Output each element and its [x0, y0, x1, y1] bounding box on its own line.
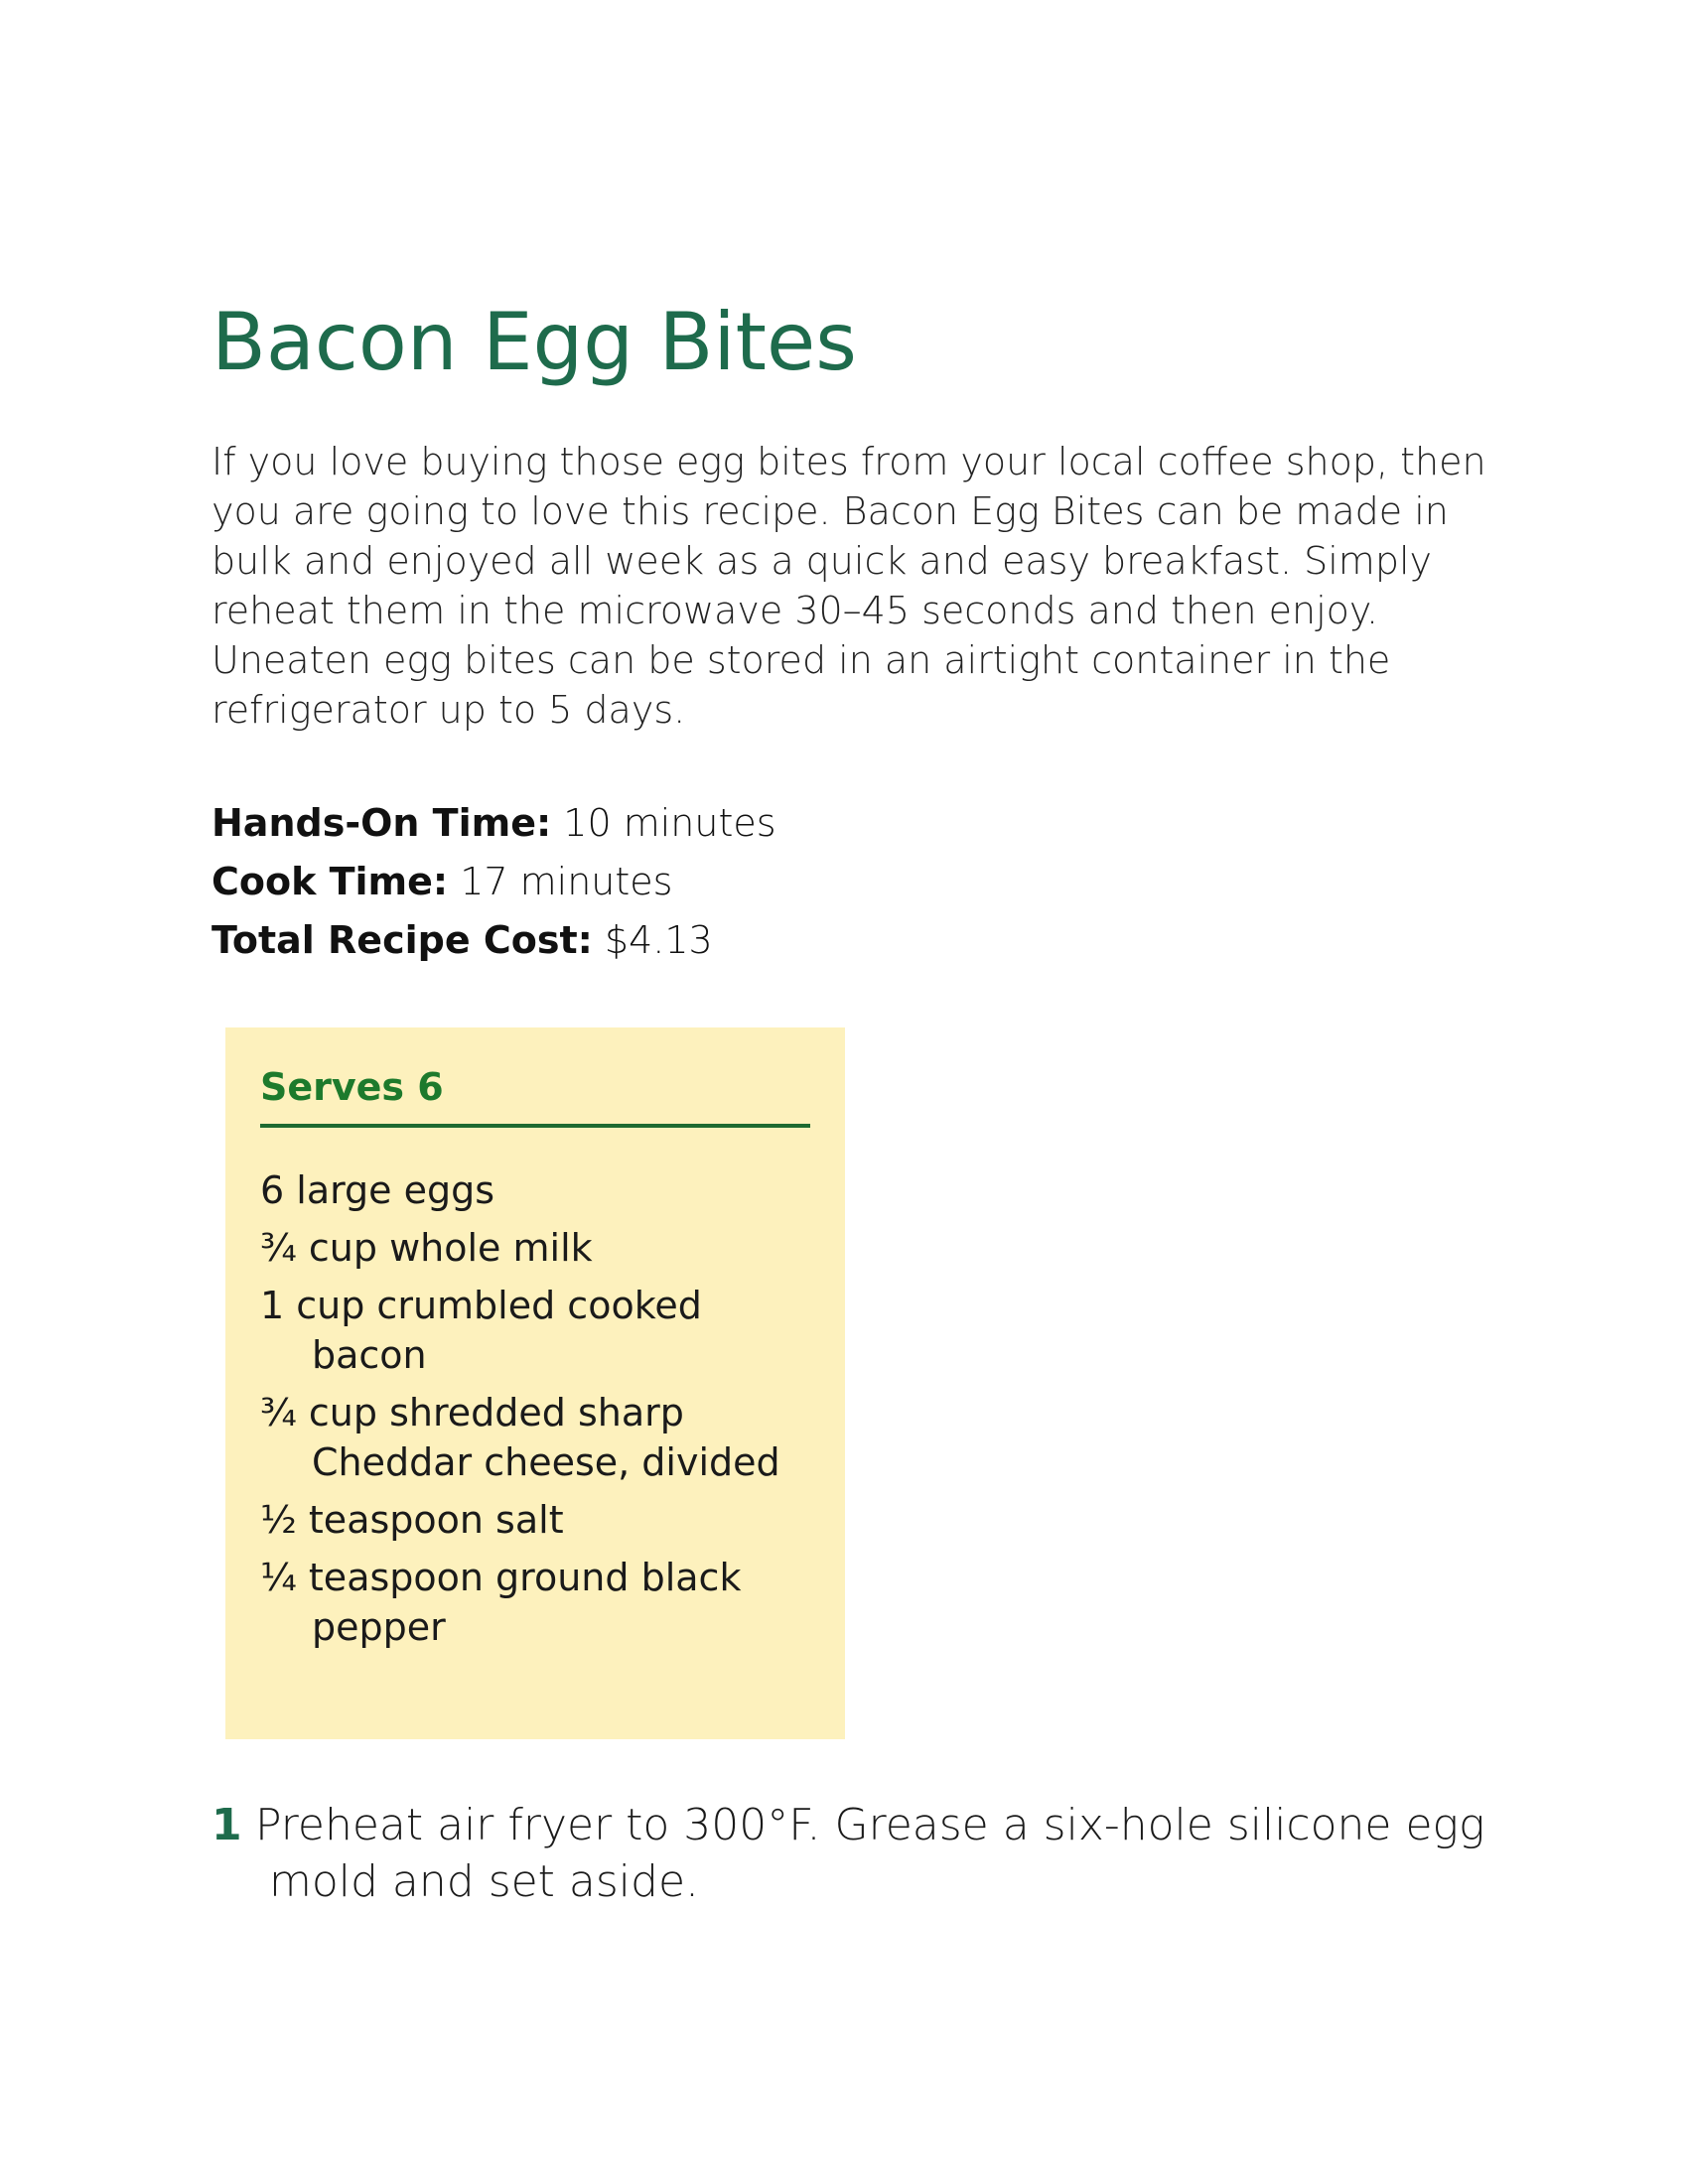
ingredient-item: ¾ cup shredded sharp Cheddar cheese, divided [260, 1391, 780, 1484]
cook-time-label: Cook Time: [211, 860, 449, 903]
hands-on-time-value: 10 minutes [563, 801, 776, 845]
step-text: Preheat air fryer to 300°F. Grease a six-hole silicone egg mold and set aside. [255, 1800, 1485, 1907]
hands-on-time-row [211, 794, 776, 853]
total-cost-row [211, 911, 776, 970]
ingredient-item: 1 cup crumbled cooked bacon [260, 1284, 702, 1377]
recipe-intro: If you love buying those egg bites from your local coffee shop, then you are going to love this recipe. Bacon Egg Bites can be made in bulk and enjoyed all week as a quick and easy breakfast. Simply reheat them in the microwave 30–45 seconds and then enjoy. Uneaten egg bites can be stored in an airtight container in the refrigerator up to 5 days. [211, 440, 1486, 732]
total-cost-value: $4.13 [604, 918, 713, 962]
instruction-step [211, 1797, 1502, 1910]
ingredient-item: ½ teaspoon salt [260, 1498, 564, 1542]
recipe-title: Bacon Egg Bites [211, 296, 857, 388]
cook-time-value: 17 minutes [460, 860, 673, 903]
ingredient-item: ¼ teaspoon ground black pepper [260, 1556, 742, 1649]
hands-on-time-label: Hands-On Time: [211, 801, 552, 845]
cook-time-row [211, 853, 776, 911]
ingredients-box [225, 1027, 845, 1739]
ingredient-item: 6 large eggs [260, 1168, 495, 1212]
total-cost-label: Total Recipe Cost: [211, 918, 593, 962]
ingredient-item: ¾ cup whole milk [260, 1226, 593, 1270]
step-number: 1 [211, 1800, 242, 1850]
serves-heading: Serves 6 [260, 1062, 810, 1128]
recipe-meta [211, 794, 776, 970]
ingredient-list [260, 1165, 816, 1652]
